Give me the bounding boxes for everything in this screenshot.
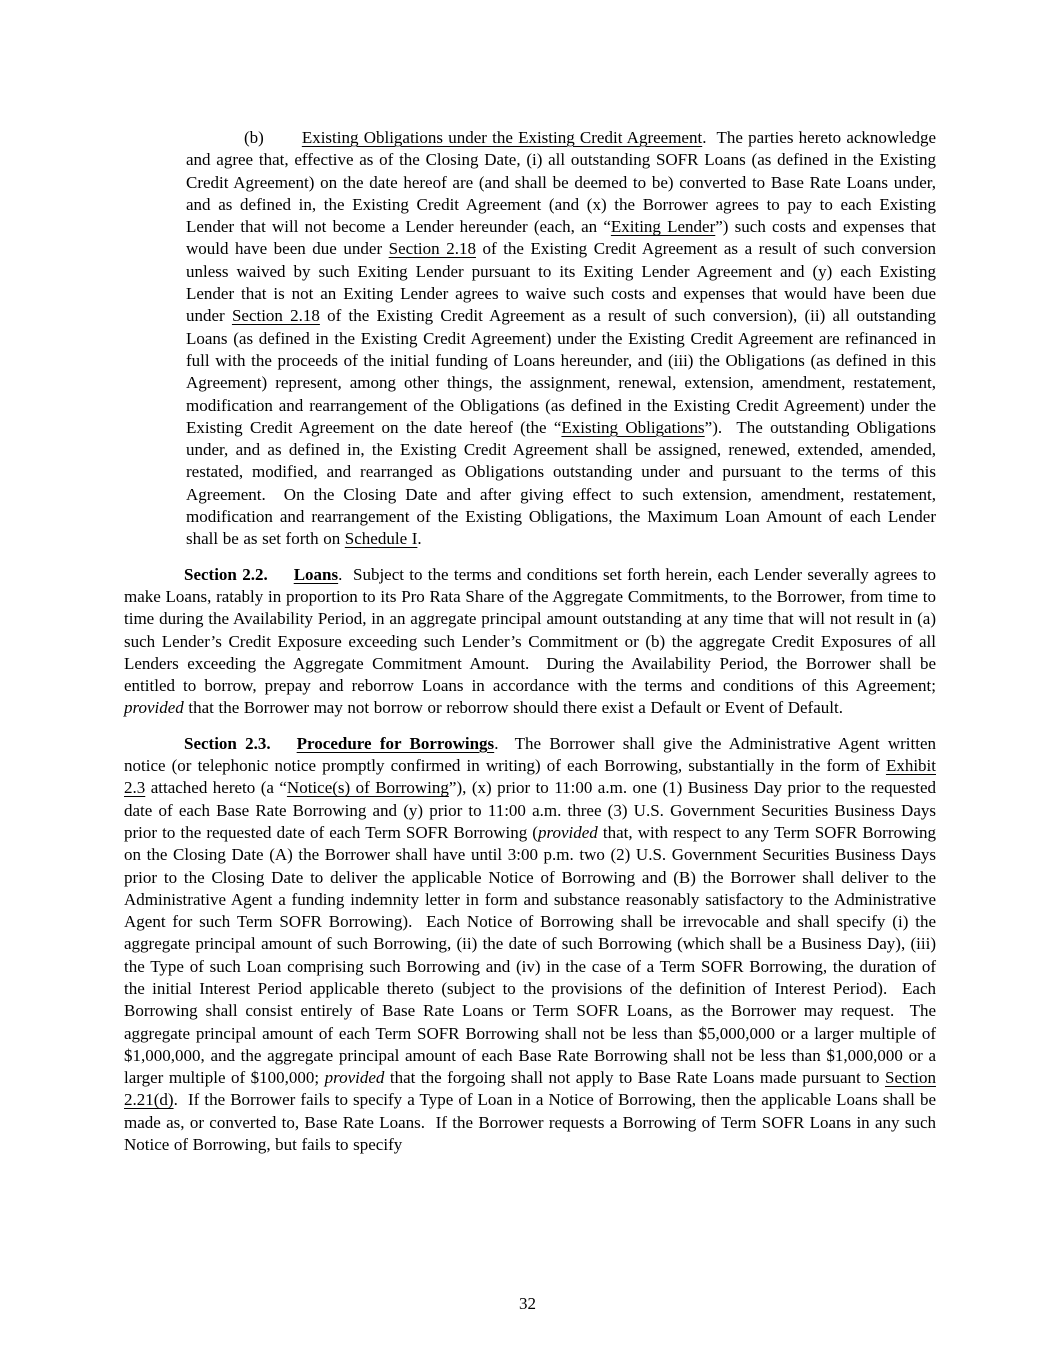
text-run: of the Existing Credit Agreement as a result of such conversion unless waived by such Exiting Lender pursuant to its Exiting Lender Agreement and (y) each Existing Lender that is not an Exiting Lender agrees to waive such costs and expenses that would have been due under (186, 239, 936, 326)
text-run: Exiting Lender (610, 217, 716, 237)
text-run: Schedule I (344, 529, 418, 549)
text-run: Section 2.18 (231, 306, 320, 326)
text-run: Section 2.3. (184, 733, 271, 753)
text-run: that the forgoing shall not apply to Base Rate Loans made pursuant to (384, 1068, 885, 1088)
text-run: . The parties hereto acknowledge and agree that, effective as of the Closing Date, (i) all outstanding SOFR Loans (as defined in the Existing Credit Agreement) on the date hereof are (and shall be deemed to be) converted to Base Rate Loans under, and as defined in, the Existing Credit Agreement (and (x) the Borrower agrees to pay to each Existing Lender that will not become a Lender hereunder (each, an “ (186, 128, 937, 237)
text-run: provided (324, 1068, 385, 1088)
text-run: Procedure for Borrowings (296, 733, 495, 753)
text-run: ”). The outstanding Obligations under, and as defined in, the Existing Credit Agreement shall be assigned, renewed, extended, amended, restated, modified, and rearranged as Obligations outstanding under and pursuant to the terms of this Agreement. On the Closing Date and after giving effect to such extension, amendment, restatement, modification and rearrangement of the Existing Obligations, the Maximum Loan Amount of each Lender shall be as set forth on (186, 417, 936, 549)
text-run: provided (124, 698, 184, 718)
text-run: that the Borrower may not borrow or reborrow should there exist a Default or Event of Default. (183, 698, 843, 718)
page-number: 32 (519, 1294, 536, 1313)
text-run: Exhibit 2.3 (124, 756, 936, 798)
text-run: . The Borrower shall give the Administrative Agent written notice (or telephonic notice promptly confirmed in writing) of each Borrowing, substantially in the form of (124, 733, 936, 776)
paragraph-section-2-2-loans (124, 564, 936, 720)
text-run: that, with respect to any Term SOFR Borrowing on the Closing Date (A) the Borrower shall have until 3:00 p.m. two (2) U.S. Government Securities Business Days prior to the Closing Date to deliver the applicable Notice of Borrowing and (B) the Borrower shall deliver to the Administrative Agent a funding indemnity letter in form and substance reasonably satisfactory to the Administrative Agent for such Term SOFR Borrowing). Each Notice of Borrowing shall be irrevocable and shall specify (i) the aggregate principal amount of such Borrowing, (ii) the date of such Borrowing (which shall be a Business Day), (iii) the Type of such Loan comprising such Borrowing and (iv) in the case of a Term SOFR Borrowing, the duration of the initial Interest Period applicable thereto (subject to the provisions of the definition of Interest Period). Each Borrowing shall consist entirely of Base Rate Loans or Term SOFR Loans, as the Borrower may request. The aggregate principal amount of each Term SOFR Borrowing shall not be less than $5,000,000 or a larger multiple of $1,000,000, and the aggregate principal amount of each Base Rate Borrowing shall not be less than $1,000,000 or a larger multiple of $100,000; (124, 822, 936, 1088)
text-run: . Subject to the terms and conditions set forth herein, each Lender severally agrees to make Loans, ratably in proportion to its Pro Rata Share of the Aggregate Commitments, to the Borrower, from time to time during the Availability Period, in an aggregate principal amount outstanding at any time that will not result in (a) such Lender’s Credit Exposure exceeding such Lender’s Commitment or (b) the aggregate Credit Exposures of all Lenders exceeding the Aggregate Commitment Amount. During the Availability Period, the Borrower shall be entitled to borrow, prepay and reborrow Loans in accordance with the terms and conditions of this Agreement; (124, 564, 936, 696)
text-run: Existing Obligations (561, 417, 705, 437)
text-run: Existing Obligations under the Existing Credit Agreement (301, 128, 703, 147)
text-run: Section 2.18 (388, 239, 476, 259)
text-run: of the Existing Credit Agreement as a result of such conversion), (ii) all outstanding Loans (as defined in the Existing Credit Agreement) under the Existing Credit Agreement are refinanced in full with the proceeds of the initial funding of Loans hereunder, and (iii) the Obligations (as defined in this Agreement) represent, among other things, the assignment, renewal, extension, amendment, restatement, modification and rearrangement of the Obligations (as defined in the Existing Credit Agreement) under the Existing Credit Agreement on the date hereof (the “ (186, 306, 937, 437)
text-run: . If the Borrower fails to specify a Type of Loan in a Notice of Borrowing, then the applicable Loans shall be made as, or converted to, Base Rate Loans. If the Borrower requests a Borrowing of Term SOFR Loans in any such Notice of Borrowing, but fails to specify (124, 1090, 936, 1155)
paragraph-b-existing-obligations (186, 127, 936, 551)
text-run: Loans (293, 564, 339, 584)
text-run: (b) (244, 128, 264, 147)
paragraph-section-2-3-procedure-for-borrowings (124, 733, 936, 1157)
text-run: Notice(s) of Borrowing (286, 778, 449, 798)
text-run: provided (537, 822, 598, 842)
document-body (124, 127, 936, 1169)
text-run: ”), (x) prior to 11:00 a.m. one (1) Business Day prior to the requested date of each Base Rate Borrowing and (y) prior to 11:00 a.m. three (3) U.S. Government Securities Business Days prior to the requested date of each Term SOFR Borrowing ( (124, 778, 936, 842)
text-run: Section 2.2. (184, 564, 268, 584)
text-run: ”) such costs and expenses that would have been due under (186, 217, 937, 259)
text-run: Section 2.21(d) (124, 1068, 936, 1110)
page-footer (0, 1293, 1055, 1315)
text-run: . (417, 529, 422, 549)
text-run: attached hereto (a “ (145, 778, 287, 798)
